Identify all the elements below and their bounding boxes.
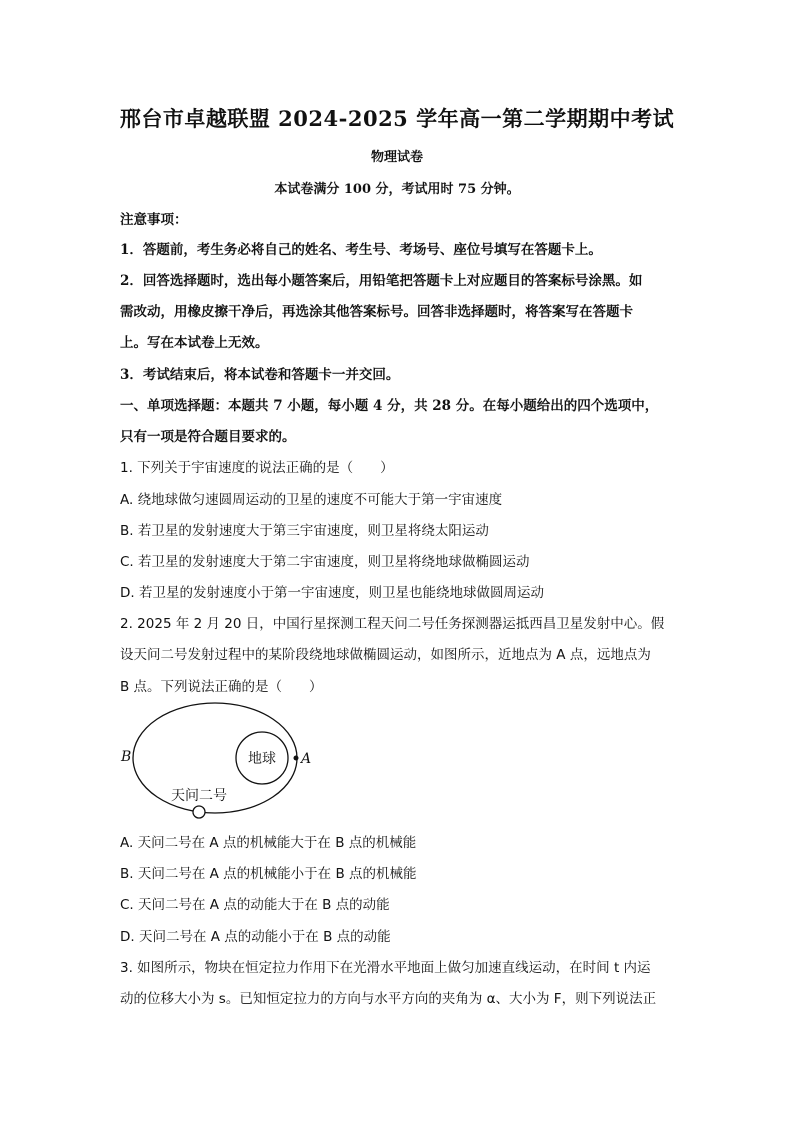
question-2-stem-line-3: B 点。下列说法正确的是（ ） — [120, 679, 323, 695]
probe-marker — [193, 806, 205, 818]
question-2-stem-line-2: 设天问二号发射过程中的某阶段绕地球做椭圆运动，如图所示，近地点为 A 点，远地点为 — [120, 647, 651, 663]
question-2-option-a: A. 天问二号在 A 点的机械能大于在 B 点的机械能 — [120, 835, 417, 851]
question-2-option-b: B. 天问二号在 A 点的机械能小于在 B 点的机械能 — [120, 866, 417, 882]
note-item-1: 1．答题前，考生务必将自己的姓名、考生号、考场号、座位号填写在答题卡上。 — [120, 242, 602, 258]
subject-title: 物理试卷 — [370, 150, 423, 165]
question-3-stem-line-1: 3. 如图所示，物块在恒定拉力作用下在光滑水平地面上做匀加速直线运动，在时间 t 内运 — [120, 960, 651, 976]
question-2-stem-line-1: 2. 2025 年 2 月 20 日，中国行星探测工程天问二号任务探测器运抵西昌卫星发射中心。假 — [120, 616, 665, 632]
point-a-label: A — [301, 751, 312, 767]
question-1-option-a: A. 绕地球做匀速圆周运动的卫星的速度不可能大于第一宇宙速度 — [120, 492, 503, 508]
question-1-option-c: C. 若卫星的发射速度大于第二宇宙速度，则卫星将绕地球做椭圆运动 — [120, 554, 530, 570]
question-2-option-d: D. 天问二号在 A 点的动能小于在 B 点的动能 — [120, 929, 391, 945]
question-1-stem: 1. 下列关于宇宙速度的说法正确的是（ ） — [120, 460, 394, 476]
section-heading-line-1: 一、单项选择题：本题共 7 小题，每小题 4 分，共 28 分。在每小题给出的四个选项中， — [120, 398, 659, 414]
point-a-dot — [294, 756, 299, 761]
note-item-2-line-2: 需改动，用橡皮擦干净后，再选涂其他答案标号。回答非选择题时，将答案写在答题卡 — [120, 304, 633, 320]
notes-heading: 注意事项： — [120, 212, 188, 228]
note-item-2-line-1: 2．回答选择题时，选出每小题答案后，用铅笔把答题卡上对应题目的答案标号涂黑。如 — [120, 273, 643, 289]
orbit-figure — [116, 700, 316, 820]
probe-label: 天问二号 — [171, 788, 227, 804]
earth-label: 地球 — [248, 751, 276, 767]
point-b-label: B — [121, 749, 132, 765]
section-heading-line-2: 只有一项是符合题目要求的。 — [120, 429, 296, 445]
note-item-2-line-3: 上。写在本试卷上无效。 — [120, 335, 269, 351]
exam-info: 本试卷满分 100 分，考试用时 75 分钟。 — [274, 182, 520, 197]
note-item-3: 3．考试结束后，将本试卷和答题卡一并交回。 — [120, 367, 400, 383]
question-3-stem-line-2: 动的位移大小为 s。已知恒定拉力的方向与水平方向的夹角为 α、大小为 F，则下列说法正 — [120, 991, 657, 1007]
exam-title: 邢台市卓越联盟 2024-2025 学年高一第二学期期中考试 — [119, 106, 675, 131]
question-1-option-b: B. 若卫星的发射速度大于第三宇宙速度，则卫星将绕太阳运动 — [120, 523, 489, 539]
question-1-option-d: D. 若卫星的发射速度小于第一宇宙速度，则卫星也能绕地球做圆周运动 — [120, 585, 544, 601]
question-2-option-c: C. 天问二号在 A 点的动能大于在 B 点的动能 — [120, 897, 390, 913]
